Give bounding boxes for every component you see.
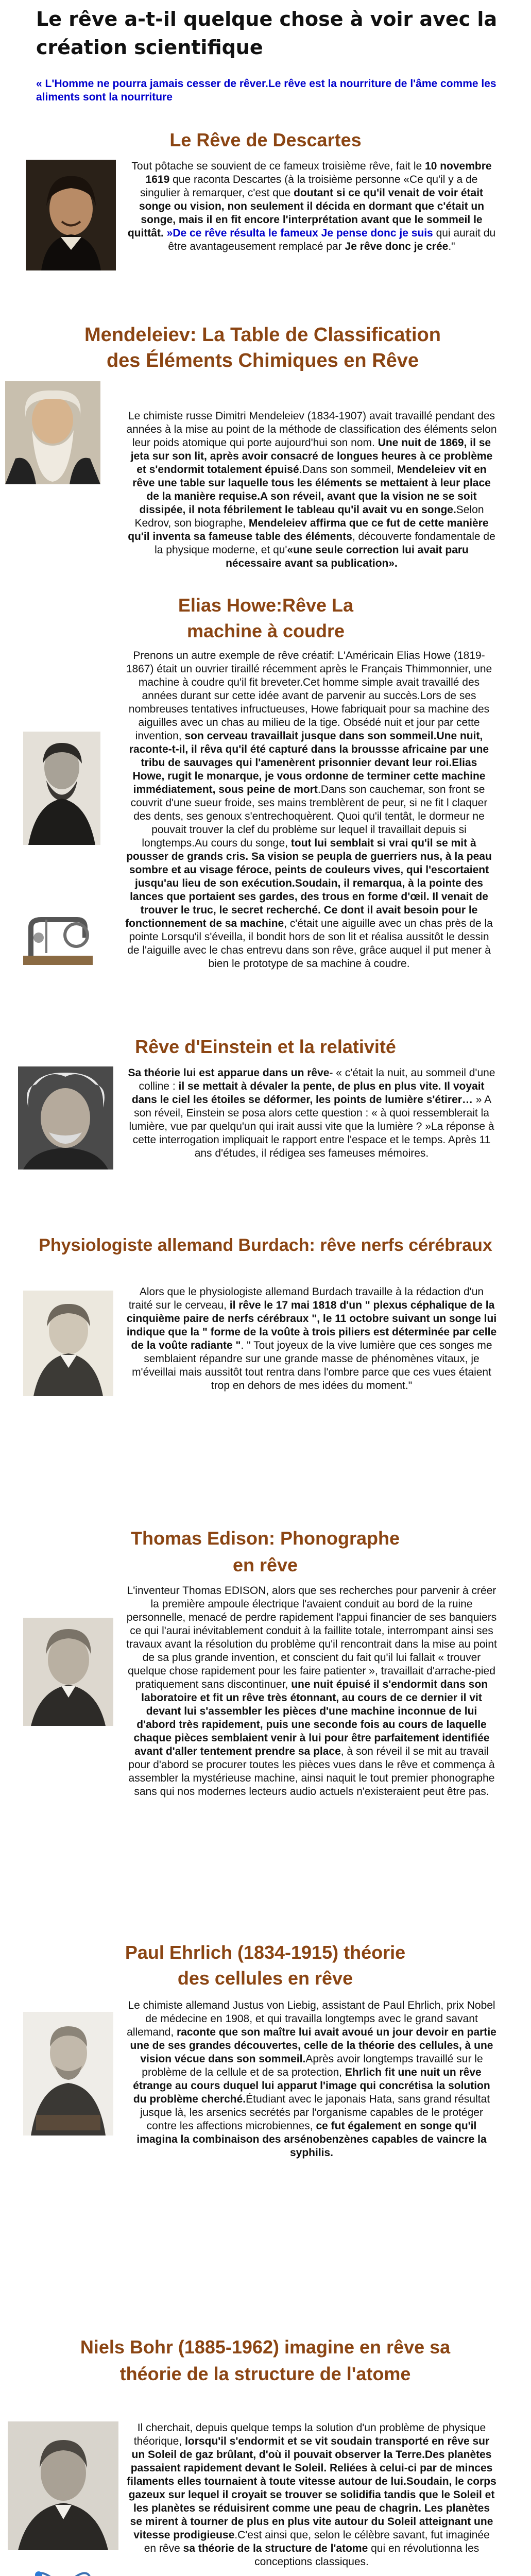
section-title: Physiologiste allemand Burdach: rêve nerfs cérébraux xyxy=(39,1235,492,1255)
intro-quote: « L'Homme ne pourra jamais cesser de rêver.Le rêve est la nourriture de l'âme comme les aliments sont la nourriture xyxy=(36,78,496,103)
bohr-portrait xyxy=(8,2421,118,2550)
section-text: Il cherchait, depuis quelque temps la solution d'un problème de physique théorique, lorsqu'il s'endormit et se vit soudain transporté en rêve sur un Soleil de gaz brûlant, d'où il pouvait observer la Terre.Des planètes passaient rapidement devant le Soleil. Reliées à celui-ci par de minces filaments elles tournaient à toute vitesse autour de lui.Soudain, le corps gazeux sur lequel il croyait se trouver se solidifia tandis que le Soleil et les planètes se réduisirent comme une peau de chagrin. Les planètes se mirent à tourner de plus en plus vite autour du Soleil atteignant une vitesse prodigieuse.C'est ainsi que, selon le célèbre savant, fut imaginée en rêve sa théorie de la structure de l'atome qui en révolutionna les conceptions classiques. xyxy=(127,2422,496,2568)
section-bohr xyxy=(0,2334,531,2568)
section-text: Le chimiste allemand Justus von Liebig, assistant de Paul Ehrlich, prix Nobel de médecine en 1908, et qui travailla longtemps avec le grand savant allemand, raconte que son maître lui avait avoué un jour devoir en partie une de ses grandes découvertes, celle de la théorie des cellules, à une vision vécue dans son sommeil.Après avoir longtemps travaillé sur le problème de la cellule et de sa protection, Ehrlich fit une nuit un rêve étrange au cours duquel lui apparut l'image qui concrétisa la solution du problème cherché.Étudiant avec le japonais Hata, sans grand résultat jusque là, les arsenics secrétés par l'organisme capables de le protéger contre les affections microbiennes, ce fut également en songe qu'il imagina la combinaison des arsénobenzènes capables de vaincre la syphilis. xyxy=(127,1999,496,2159)
section-descartes xyxy=(0,129,531,252)
section-text: Alors que le physiologiste allemand Burdach travaille à la rédaction d'un traité sur le cerveau, il rêve le 17 mai 1818 d'un " plexus céphalique de la cinquième paire de nerfs cérébraux ", le 11 octobre suivant un songe lui indique que la " forme de la voûte à trois piliers est déterminée par celle de la voûte radiante ". " Tout joyeux de la vive lumière que ces songes me semblaient répandre sur une grande masse de phénomènes vitaux, je m'éveillai mais aussitôt tout rentra dans l'ombre parce que ces vues étaient trop en dehors de mes idées du moment." xyxy=(126,1286,497,1392)
section-title: Paul Ehrlich (1834-1915) théorie des cellules en rêve xyxy=(125,1942,406,1989)
mendeleiev-portrait xyxy=(5,381,100,484)
section-text: Le chimiste russe Dimitri Mendeleiev (1834-1907) avait travaillé pendant des années à la mise au point de la méthode de classification des éléments selon leur poids atomique qui porte aujourd'hui son nom. Une nuit de 1869, il se jeta sur son lit, après avoir consacré de longues heures à ce problème et s'endormit totalement épuisé.Dans son sommeil, Mendeleiev vit en rêve une table sur laquelle tous les éléments se mettaient à leur place de la manière requise.A son réveil, avant que la vision ne se soit dissipée, il nota fébrilement le tableau qu'il avait vu en songe.Selon Kedrov, son biographe, Mendeleiev affirma que ce fut de cette manière qu'il inventa sa fameuse table des éléments, découverte fondamentale de la physique moderne, et qu'«une seule correction lui avait paru nécessaire avant sa publication». xyxy=(126,410,497,569)
section-ehrlich xyxy=(0,1940,531,2159)
section-title: Niels Bohr (1885-1962) imagine en rêve sa théorie de la structure de l'atome xyxy=(80,2336,451,2384)
burdach-portrait xyxy=(23,1291,113,1396)
section-title: Thomas Edison: Phonographe en rêve xyxy=(130,1528,400,1575)
howe-portrait xyxy=(23,732,100,845)
section-text: Tout pôtache se souvient de ce fameux troisième rêve, fait le 10 novembre 1619 que raconta Descartes (à la troisième personne «Ce qu'il y a de singulier à remarquer, c'est que doutant si ce qu'il venait de voir était songe ou vision, non seulement il décida en dormant que c'était un songe, mais il en fit encore l'interprétation avant que le sommeil le quittât. »De ce rêve résulta le fameux Je pense donc je suis qui aurait du être avantageusement remplacé par Je rêve donc je crée." xyxy=(127,160,496,252)
edison-portrait xyxy=(23,1618,113,1726)
section-text: Sa théorie lui est apparue dans un rêve- « c'était la nuit, au sommeil d'une colline : il se mettait à dévaler la pente, de plus en plus vite. Il voyait dans le ciel les étoiles se déformer, les points de lumière s'étirer… » A son réveil, Einstein se posa alors cette question : « à quoi ressemblerait la lumière, vue par quelqu'un qui irait aussi vite que la lumière ? »La réponse à cette interrogation impliquait le rapport entre l'espace et le temps. Après 11 ans d'études, il rédigea ses fameuses mémoires. xyxy=(128,1067,495,1159)
section-title: Rêve d'Einstein et la relativité xyxy=(135,1036,396,1057)
section-mendeleiev xyxy=(0,322,531,569)
section-text: Prenons un autre exemple de rêve créatif: L'Américain Elias Howe (1819-1867) était un ouvrier tiraillé récemment après le Français Thimmonnier, une machine à coudre qu'il fit breveter.Cet homme simple avait travaillé des années durant sur cette idée avant de parvenir au succès.Lors de ses nombreuses tentatives infructueuses, Howe fabriquait pour sa machine des aiguilles avec un chas au milieu de la tige. Obsédé nuit et jour par cette invention, son cerveau travaillait jusque dans son sommeil.Une nuit, raconte-t-il, il rêva qu'il été capturé dans la broussse africaine par une tribu de sauvages qui l'amenèrent prisonnier devant leur roi.Elias Howe, rugit le monarque, je vous ordonne de terminer cette machine immédiatement, sous peine de mort.Dans son cauchemar, son front se couvrit d'une sueur froide, ses mains tremblèrent de peur, si ne fit l claquer des dents, ses genoux s'entrechoquèrent. Quoi qu'il tentât, le dormeur ne pouvait trouver la clef du problème sur lequel il travaillait depuis si longtemps.Au cours du songe, tout lui semblait si vrai qu'il se mit à pousser de grands cris. Sa vision se peupla de guerriers nus, à la peau sombre et au visage féroce, peints de couleurs vives, qui l'escortaient jusqu'au lieu de son exécution.Soudain, il remarqua, à la pointe des lances que portaient ses gardes, des trous en forme d'œil. Il venait de trouver le truc, le secret recherché. Ce dont il avait besoin pour le fonctionnement de sa machine, c'était une aiguille avec un chas près de la pointe Lorsqu'il s'éveilla, il bondit hors de son lit et réalisa aussitôt le dessin de l'aiguille avec le chas entrevu dans son rêve, grâce auquel il put mener à bien le prototype de sa machine à coudre. xyxy=(125,650,493,970)
sewing-machine-image xyxy=(15,907,100,974)
ehrlich-portrait xyxy=(23,2012,113,2136)
section-edison xyxy=(0,1525,531,1798)
section-title: Mendeleiev: La Table de Classification des Éléments Chimiques en Rêve xyxy=(84,324,441,371)
einstein-portrait xyxy=(18,1066,113,1170)
section-title: Le Rêve de Descartes xyxy=(169,129,362,150)
section-einstein xyxy=(0,1036,531,1159)
page-title: Le rêve a-t-il quelque chose à voir avec la création scientifique xyxy=(36,8,498,59)
section-text: L'inventeur Thomas EDISON, alors que ses recherches pour parvenir à créer la première ampoule électrique l'avaient conduit au bord de la ruine personnelle, menacé de perdre rapidement l'appui financier de ses banquiers ce qui l'aurai inévitablement conduit à la faillite totale, interrompant ainsi ses travaux avant la résolution du problème qu'il rencontrait dans la mise au point de sa plus grande invention, et conscient du fait qu'il lui fallait « trouver quelque chose rapidement pour les faire patienter », travaillait d'arrache-pied pratiquement sans discontinuer, une nuit épuisé il s'endormit dans son laboratoire et fit un rêve très étonnant, au cours de ce dernier il vit devant lui s'assembler les pièces d'une machine inconnue de lui d'abord très rapidement, puis une seconde fois au cours de laquelle chaque pièces semblaient venir à lui pour être parfaitement identifiée avant d'aller tentement prendre sa place, à son réveil il se mit au travail pour d'abord se procurer toutes les pièces vues dans le rêve et commença à assembler la mystérieuse machine, ainsi naquit le tout premier phonographe sans qui nos modernes lecteurs audio actuels n'existeraient peut être pas. xyxy=(126,1585,497,1798)
section-howe xyxy=(0,592,531,970)
section-burdach xyxy=(0,1234,531,1392)
section-title: Elias Howe:Rêve La machine à coudre xyxy=(178,595,354,641)
atom-model-image xyxy=(8,2571,118,2576)
descartes-portrait xyxy=(26,160,116,270)
